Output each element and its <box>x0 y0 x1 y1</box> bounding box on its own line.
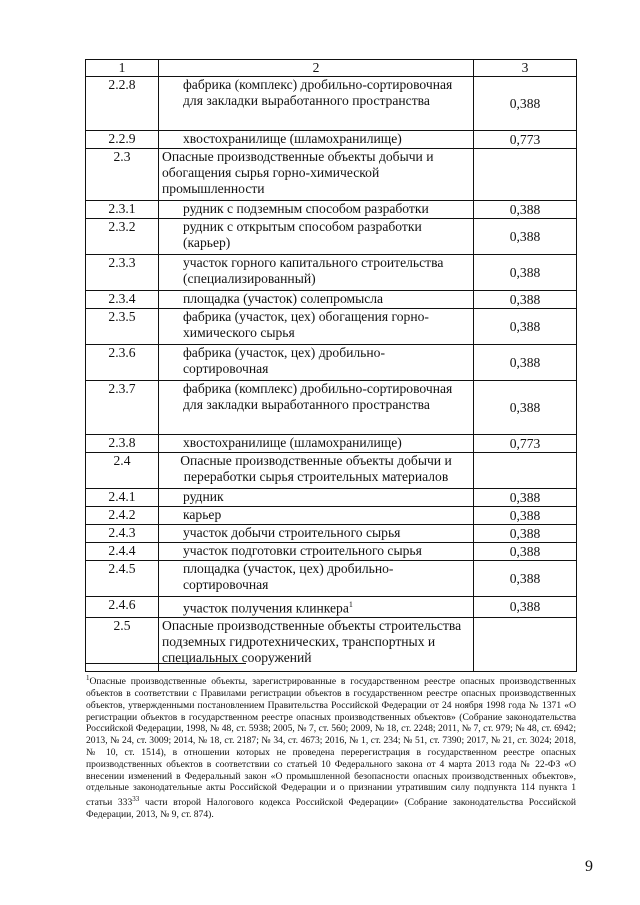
row-name-text: фабрика (комплекс) дробильно-сортировочная для закладки выработанного пространства <box>183 77 453 108</box>
row-name-text: карьер <box>183 507 222 522</box>
table-row <box>86 525 577 543</box>
row-number: 2.4.1 <box>86 489 159 507</box>
table-row <box>86 131 577 149</box>
row-number: 2.3 <box>86 149 159 201</box>
row-name <box>159 525 474 543</box>
footnote-text-b: части второй Налогового кодекса Российской Федерации» (Собрание законодательства Российской Федерации, 2013, № 9, ст. 874). <box>86 797 577 821</box>
row-name-text: фабрика (участок, цех) дробильно-сортировочная <box>183 345 385 376</box>
row-name <box>159 77 474 131</box>
row-name <box>159 345 474 381</box>
row-name-text: Опасные производственные объекты добычи и переработки сырья строительных материалов <box>180 453 452 484</box>
row-name <box>159 131 474 149</box>
table-row <box>86 149 577 201</box>
table-row <box>86 255 577 291</box>
row-name <box>159 381 474 435</box>
row-name <box>159 219 474 255</box>
row-number: 2.5 <box>86 617 159 671</box>
table-row <box>86 345 577 381</box>
table-row <box>86 201 577 219</box>
row-name <box>159 489 474 507</box>
row-value: 0,388 <box>474 489 577 507</box>
row-name <box>159 561 474 597</box>
row-name <box>159 309 474 345</box>
row-number: 2.4.3 <box>86 525 159 543</box>
row-name <box>159 435 474 453</box>
row-name-text: Опасные производственные объекты добычи и обогащения сырья горно-химической промышленности <box>162 149 434 196</box>
table-row <box>86 381 577 435</box>
header-col-2: 2 <box>159 60 474 77</box>
row-value: 0,388 <box>474 381 577 435</box>
row-value: 0,773 <box>474 131 577 149</box>
row-name-text: участок добычи строительного сырья <box>183 525 401 540</box>
row-value: 0,388 <box>474 345 577 381</box>
row-value: 0,388 <box>474 219 577 255</box>
row-number: 2.2.8 <box>86 77 159 131</box>
row-name <box>159 255 474 291</box>
table-body <box>86 60 577 672</box>
row-value: 0,388 <box>474 597 577 618</box>
table-row <box>86 597 577 618</box>
row-number: 2.3.1 <box>86 201 159 219</box>
row-number: 2.3.6 <box>86 345 159 381</box>
row-number: 2.3.8 <box>86 435 159 453</box>
row-name-text: участок горного капитального строительства (специализированный) <box>183 255 444 286</box>
row-number: 2.3.2 <box>86 219 159 255</box>
coefficients-table <box>85 59 577 672</box>
row-value: 0,388 <box>474 77 577 131</box>
footnote-text-a: Опасные производственные объекты, зарегистрированные в государственном реестре опасных производственных объектов в соответствии с Правилами регистрации объектов в государственном реестре опасных производственных объектов, утвержденными постановлением Правительства Российской Федерации от 24 ноября 1998 года № 1371 «О регистрации объектов в государственном реестре опасных производственных объектов» (Собрание законодательства Российской Федерации, 1998, № 48, ст. 5938; 2005, № 7, ст. 560; 2009, № 18, ст. 2248; 2011, № 7, ст. 979; № 48, ст. 6942; 2013, № 24, ст. 3009; 2014, № 18, ст. 2187; № 34, ст. 4673; 2016, № 1, ст. 234; № 51, ст. 7390; 2017, № 21, ст. 3024; 2018, № 10, ст. 1514), в отношении которых не проведена перерегистрация в государственном реестре опасных производственных объектов в соответствии со статьей 10 Федерального закона от 4 марта 2013 года № 22-ФЗ «О внесении изменений в Федеральный закон «О промышленной безопасности опасных производственных объектов», отдельные законодательные акты Российской Федерации и о признании утратившим силу подпункта 114 пункта 1 статьи 333 <box>86 676 576 809</box>
header-col-3: 3 <box>474 60 577 77</box>
row-number: 2.4.2 <box>86 507 159 525</box>
row-number: 2.4.5 <box>86 561 159 597</box>
row-value: 0,388 <box>474 255 577 291</box>
footnote <box>86 673 576 821</box>
row-number: 2.3.5 <box>86 309 159 345</box>
row-name-text: хвостохранилище (шламохранилище) <box>183 435 402 450</box>
row-name-text: участок получения клинкера <box>183 600 349 616</box>
row-value: 0,388 <box>474 507 577 525</box>
table-row <box>86 489 577 507</box>
row-number: 2.3.7 <box>86 381 159 435</box>
row-name-text: рудник с подземным способом разработки <box>183 201 429 216</box>
row-name-text: площадка (участок) солепромысла <box>183 291 384 306</box>
row-name <box>159 507 474 525</box>
row-value: 0,388 <box>474 291 577 309</box>
table-row <box>86 561 577 597</box>
row-name-text: фабрика (комплекс) дробильно-сортировочная для закладки выработанного пространства <box>183 381 453 412</box>
row-name-text: хвостохранилище (шламохранилище) <box>183 131 402 146</box>
row-name-text: фабрика (участок, цех) обогащения горно-химического сырья <box>183 309 429 340</box>
page-number: 9 <box>585 858 593 875</box>
header-col-1: 1 <box>86 60 159 77</box>
row-name <box>159 597 474 618</box>
row-value: 0,388 <box>474 543 577 561</box>
row-value <box>474 149 577 201</box>
row-value <box>474 617 577 671</box>
table-row <box>86 507 577 525</box>
row-value: 0,773 <box>474 435 577 453</box>
table-row <box>86 309 577 345</box>
row-name <box>159 201 474 219</box>
row-name-text: рудник с открытым способом разработки (карьер) <box>183 219 422 250</box>
row-value <box>474 453 577 489</box>
table-header-row <box>86 60 577 77</box>
footnote-sup: 33 <box>132 795 140 804</box>
row-number: 2.3.3 <box>86 255 159 291</box>
row-number: 2.4 <box>86 453 159 489</box>
table-row <box>86 77 577 131</box>
footnote-mark: 1 <box>86 674 90 682</box>
table-row <box>86 453 577 489</box>
footnote-ref: 1 <box>348 600 353 609</box>
table-row <box>86 291 577 309</box>
row-name-text: рудник <box>183 489 224 504</box>
row-name-text: Опасные производственные объекты строительства подземных гидротехнических, транспортных и специальных сооружений <box>162 617 462 665</box>
table-row <box>86 219 577 255</box>
row-name <box>159 453 474 489</box>
row-name <box>159 291 474 309</box>
row-name <box>159 149 474 201</box>
row-value: 0,388 <box>474 561 577 597</box>
row-number: 2.4.4 <box>86 543 159 561</box>
row-value: 0,388 <box>474 309 577 345</box>
row-number: 2.4.6 <box>86 597 159 618</box>
row-number: 2.2.9 <box>86 131 159 149</box>
row-number: 2.3.4 <box>86 291 159 309</box>
row-value: 0,388 <box>474 525 577 543</box>
row-name <box>159 543 474 561</box>
row-value: 0,388 <box>474 201 577 219</box>
table-row <box>86 543 577 561</box>
row-name-text: площадка (участок, цех) дробильно-сортировочная <box>183 561 394 592</box>
row-name-text: участок подготовки строительного сырья <box>183 543 422 558</box>
footnote-separator <box>86 663 246 664</box>
table-row <box>86 435 577 453</box>
